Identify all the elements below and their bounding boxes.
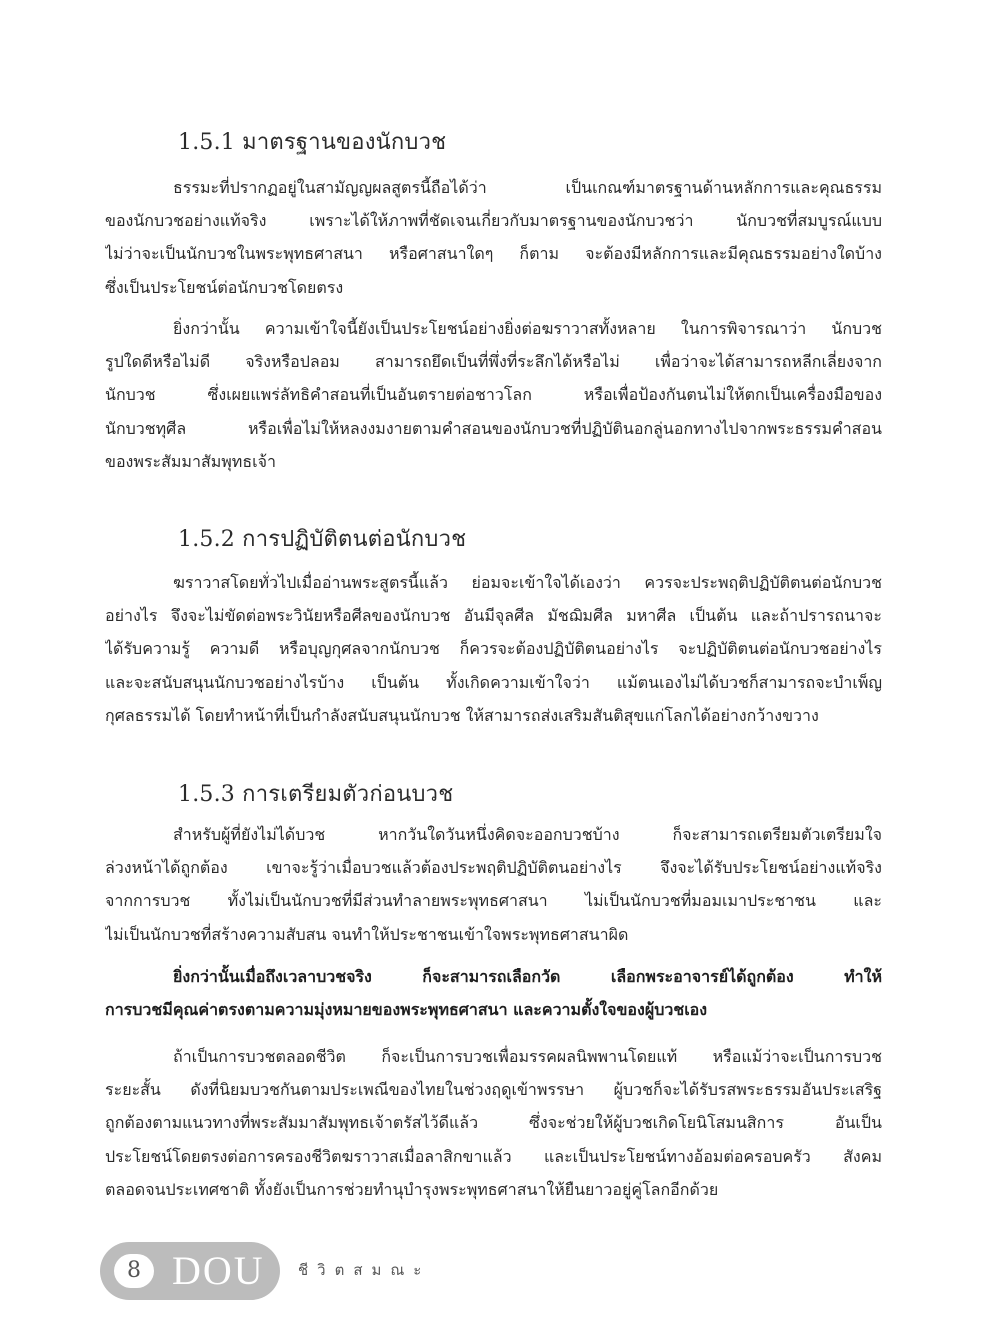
text-line: สำหรับผู้ที่ยังไม่ได้บวช หากวันใดวันหนึ่งคิดจะออกบวชบ้าง ก็จะสามารถเตรียมตัวเตรียมใจ <box>173 825 882 844</box>
text-line: ซึ่งเป็นประโยชน์ต่อนักบวชโดยตรง <box>105 277 344 297</box>
text-line: ของนักบวชอย่างแท้จริง เพราะได้ให้ภาพที่ชัดเจนเกี่ยวกับมาตรฐานของนักบวชว่า นักบวชที่สมบูรณ์แบบ <box>105 211 882 231</box>
text-line: ระยะสั้น ดังที่นิยมบวชกันตามประเพณีของไทยในช่วงฤดูเข้าพรรษา ผู้บวชก็จะได้รับรสพระธรรมอันประเสริฐ <box>105 1080 882 1100</box>
text-line: ฆราวาสโดยทั่วไปเมื่ออ่านพระสูตรนี้แล้ว ย่อมจะเข้าใจได้เองว่า ควรจะประพฤติปฏิบัติตนต่อนักบวช <box>173 573 882 592</box>
text-line: นักบวชทุศีล หรือเพื่อไม่ให้หลงงมงายตามคำสอนของนักบวชที่ปฏิบัตินอกลู่นอกทางไปจากพระธรรมคำสอน <box>105 418 882 438</box>
section-heading-1-5-3: 1.5.3 การเตรียมตัวก่อนบวช <box>178 782 454 807</box>
text-line: ได้รับความรู้ ความดี หรือบุญกุศลจากนักบวช ก็ควรจะต้องปฏิบัติตนอย่างไร จะปฏิบัติตนต่อนักบวชอย่างไร <box>105 639 882 659</box>
text-line: และจะสนับสนุนนักบวชอย่างไรบ้าง เป็นต้น ทั้งเกิดความเข้าใจว่า แม้ตนเองไม่ได้บวชก็สามารถจะบำเพ็ญ <box>105 672 882 692</box>
text-line: รูปใดดีหรือไม่ดี จริงหรือปลอม สามารถยึดเป็นที่พึ่งที่ระลึกได้หรือไม่ เพื่อว่าจะได้สามารถหลีกเลี่ยงจาก <box>105 352 882 372</box>
paragraph <box>105 312 882 478</box>
text-line: ไม่เป็นนักบวชที่สร้างความสับสน จนทำให้ประชาชนเข้าใจพระพุทธศาสนาผิด <box>105 924 629 944</box>
text-line: ถูกต้องตามแนวทางที่พระสัมมาสัมพุทธเจ้าตรัสไว้ดีแล้ว ซึ่งจะช่วยให้ผู้บวชเกิดโยนิโสมนสิการ อันเป็น <box>105 1113 882 1133</box>
paragraph-bold <box>105 960 882 1026</box>
text-line: ของพระสัมมาสัมพุทธเจ้า <box>105 451 276 471</box>
text-line: การบวชมีคุณค่าตรงตามความมุ่งหมายของพระพุทธศาสนา และความตั้งใจของผู้บวชเอง <box>105 1000 708 1020</box>
paragraph <box>105 566 882 732</box>
text-line: ตลอดจนประเทศชาติ ทั้งยังเป็นการช่วยทำนุบำรุงพระพุทธศาสนาให้ยืนยาวอยู่คู่โลกอีกด้วย <box>105 1179 719 1199</box>
paragraph <box>105 171 882 304</box>
section-heading-1-5-2: 1.5.2 การปฏิบัติตนต่อนักบวช <box>178 527 467 552</box>
text-line: ล่วงหน้าได้ถูกต้อง เขาจะรู้ว่าเมื่อบวชแล้วต้องประพฤติปฏิบัติตนอย่างไร จึงจะได้รับประโยชน์อย่างแท้จริง <box>105 858 882 878</box>
series-title: ชีวิตสมณะ <box>298 1261 431 1279</box>
text-line: จากการบวช ทั้งไม่เป็นนักบวชที่มีส่วนทำลายพระพุทธศาสนา ไม่เป็นนักบวชที่มอมเมาประชาชน และ <box>105 891 882 911</box>
text-line: นักบวช ซึ่งเผยแพร่ลัทธิคำสอนที่เป็นอันตรายต่อชาวโลก หรือเพื่อป้องกันตนไม่ให้ตกเป็นเครื่องมือของ <box>105 385 882 405</box>
text-line: ไม่ว่าจะเป็นนักบวชในพระพุทธศาสนา หรือศาสนาใดๆ ก็ตาม จะต้องมีหลักการและมีคุณธรรมอย่างใดบ้าง <box>105 244 882 264</box>
paragraph <box>105 1040 882 1206</box>
text-line: ประโยชน์โดยตรงต่อการครองชีวิตฆราวาสเมื่อลาสิกขาแล้ว และเป็นประโยชน์ทางอ้อมต่อครอบครัว สังคม <box>105 1146 882 1166</box>
page-number: 8 <box>114 1254 154 1288</box>
text-line: ธรรมะที่ปรากฏอยู่ในสามัญญผลสูตรนี้ถือได้ว่า เป็นเกณฑ์มาตรฐานด้านหลักการและคุณธรรม <box>173 178 882 197</box>
section-heading-1-5-1: 1.5.1 มาตรฐานของนักบวช <box>178 130 447 155</box>
text-line: ถ้าเป็นการบวชตลอดชีวิต ก็จะเป็นการบวชเพื่อมรรคผลนิพพานโดยแท้ หรือแม้ว่าจะเป็นการบวช <box>173 1047 882 1066</box>
text-line: ยิ่งกว่านั้นเมื่อถึงเวลาบวชจริง ก็จะสามารถเลือกวัด เลือกพระอาจารย์ได้ถูกต้อง ทำให้ <box>173 967 882 986</box>
text-line: ยิ่งกว่านั้น ความเข้าใจนี้ยังเป็นประโยชน์อย่างยิ่งต่อฆราวาสทั้งหลาย ในการพิจารณาว่า นักบวช <box>173 319 882 338</box>
text-line: อย่างไร จึงจะไม่ขัดต่อพระวินัยหรือศีลของนักบวช อันมีจุลศีล มัชฌิมศีล มหาศีล เป็นต้น และถ้าปรารถนาจะ <box>105 606 882 626</box>
text-line: กุศลธรรมได้ โดยทำหน้าที่เป็นกำลังสนับสนุนนักบวช ให้สามารถส่งเสริมสันติสุขแก่โลกได้อย่างกว้างขวาง <box>105 705 819 725</box>
brand-logo-text: DOU <box>172 1248 265 1293</box>
paragraph <box>105 818 882 951</box>
